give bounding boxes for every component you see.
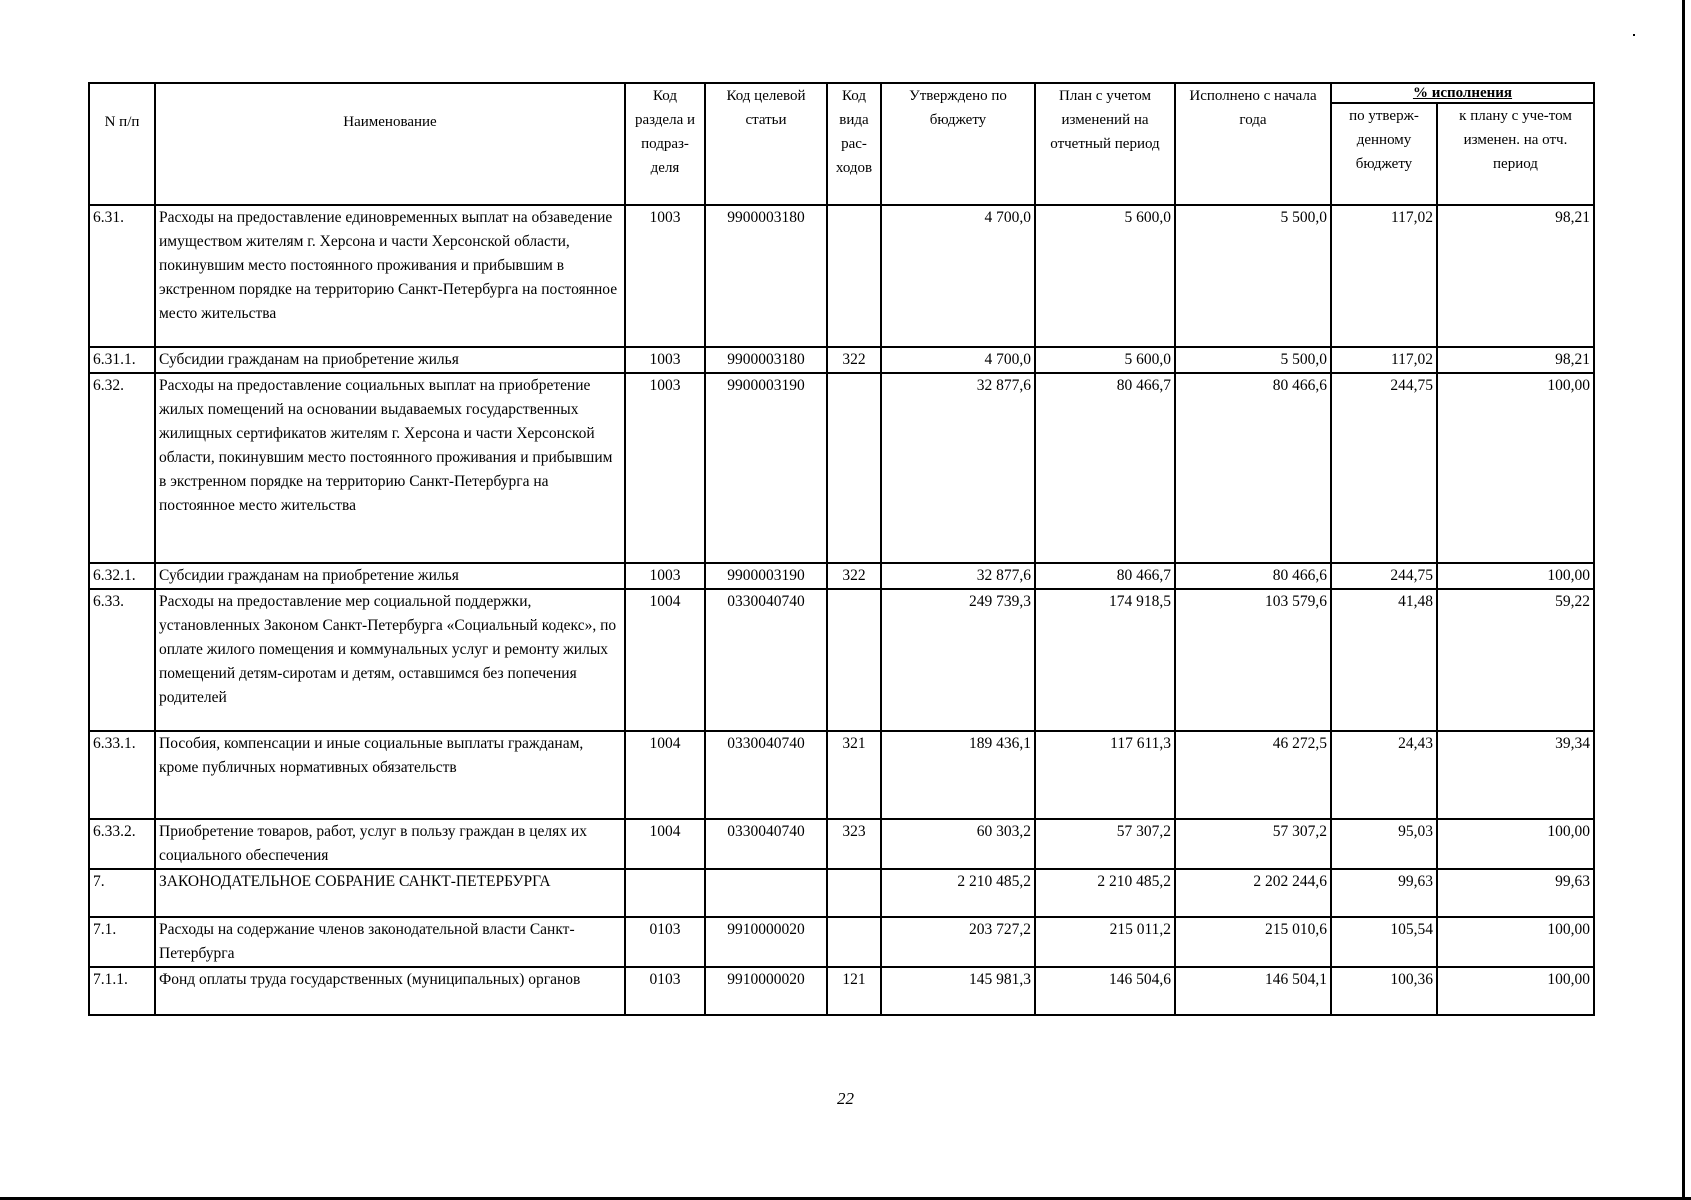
row-number: 6.33.1.: [89, 731, 155, 819]
row-ispolneno: 2 202 244,6: [1175, 869, 1331, 917]
row-utverzhdeno: 60 303,2: [881, 819, 1035, 869]
row-name: Субсидии гражданам на приобретение жилья: [155, 347, 625, 373]
header-tselevoy: Код целевой статьи: [705, 83, 827, 205]
row-plan: 215 011,2: [1035, 917, 1175, 967]
row-pct-budget: 99,63: [1331, 869, 1437, 917]
row-plan: 57 307,2: [1035, 819, 1175, 869]
row-number: 6.33.2.: [89, 819, 155, 869]
row-tselevoy-code: 9900003190: [705, 373, 827, 563]
row-pct-budget: 100,36: [1331, 967, 1437, 1015]
row-plan: 174 918,5: [1035, 589, 1175, 731]
row-number: 7.1.1.: [89, 967, 155, 1015]
row-razdel-code: 0103: [625, 917, 705, 967]
table-row: [89, 917, 1594, 967]
row-vid-code: 121: [827, 967, 881, 1015]
header-pct-budget: по утверж-денному бюджету: [1331, 103, 1437, 205]
row-name: Расходы на предоставление единовременных выплат на обзаведение имуществом жителям г. Херсона и части Херсонской области, покинувшим место постоянного проживания и прибывшим в экстренном порядке на территорию Санкт-Петербурга на постоянное место жительства: [155, 205, 625, 347]
row-razdel-code: 1003: [625, 373, 705, 563]
header-pct-plan: к плану с уче-том изменен. на отч. период: [1437, 103, 1594, 205]
row-utverzhdeno: 32 877,6: [881, 563, 1035, 589]
header-ispolneno: Исполнено с начала года: [1175, 83, 1331, 205]
row-razdel-code: 1004: [625, 819, 705, 869]
row-name: ЗАКОНОДАТЕЛЬНОЕ СОБРАНИЕ САНКТ-ПЕТЕРБУРГА: [155, 869, 625, 917]
row-plan: 5 600,0: [1035, 205, 1175, 347]
table-body: [89, 205, 1594, 1015]
row-pct-plan: 100,00: [1437, 917, 1594, 967]
row-name: Фонд оплаты труда государственных (муниципальных) органов: [155, 967, 625, 1015]
row-ispolneno: 215 010,6: [1175, 917, 1331, 967]
row-pct-plan: 99,63: [1437, 869, 1594, 917]
table-row: [89, 347, 1594, 373]
row-number: 6.32.1.: [89, 563, 155, 589]
row-ispolneno: 5 500,0: [1175, 205, 1331, 347]
row-number: 6.32.: [89, 373, 155, 563]
row-name: Расходы на предоставление социальных выплат на приобретение жилых помещений на основании выдаваемых государственных жилищных сертификатов жителям г. Херсона и части Херсонской области, покинувшим место постоянного проживания и прибывшим в экстренном порядке на территорию Санкт-Петербурга на постоянное место жительства: [155, 373, 625, 563]
row-number: 6.31.1.: [89, 347, 155, 373]
row-razdel-code: 1003: [625, 347, 705, 373]
row-vid-code: 322: [827, 563, 881, 589]
page-number: 22: [837, 1089, 854, 1108]
table-header: [89, 83, 1594, 205]
row-pct-plan: 100,00: [1437, 967, 1594, 1015]
row-number: 6.31.: [89, 205, 155, 347]
row-pct-budget: 95,03: [1331, 819, 1437, 869]
row-number: 7.: [89, 869, 155, 917]
row-ispolneno: 46 272,5: [1175, 731, 1331, 819]
row-pct-budget: 41,48: [1331, 589, 1437, 731]
row-razdel-code: 1004: [625, 731, 705, 819]
row-tselevoy-code: 0330040740: [705, 819, 827, 869]
row-pct-plan: 98,21: [1437, 205, 1594, 347]
page-edge-right: [1682, 0, 1685, 1200]
row-tselevoy-code: 9900003180: [705, 205, 827, 347]
row-number: 6.33.: [89, 589, 155, 731]
table-row: [89, 563, 1594, 589]
row-name: Расходы на предоставление мер социальной поддержки, установленных Законом Санкт-Петербурга «Социальный кодекс», по оплате жилого помещения и коммунальных услуг и ремонту жилых помещений детям-сиротам и детям, оставшимся без попечения родителей: [155, 589, 625, 731]
row-vid-code: [827, 205, 881, 347]
row-razdel-code: [625, 869, 705, 917]
table-row: [89, 967, 1594, 1015]
row-tselevoy-code: 9910000020: [705, 967, 827, 1015]
table-row: [89, 205, 1594, 347]
row-ispolneno: 103 579,6: [1175, 589, 1331, 731]
row-vid-code: 323: [827, 819, 881, 869]
row-pct-plan: 100,00: [1437, 373, 1594, 563]
row-razdel-code: 1004: [625, 589, 705, 731]
row-name: Приобретение товаров, работ, услуг в пользу граждан в целях их социального обеспечения: [155, 819, 625, 869]
row-pct-budget: 244,75: [1331, 373, 1437, 563]
header-razdel: Код раздела и подраз-деля: [625, 83, 705, 205]
row-vid-code: [827, 917, 881, 967]
row-utverzhdeno: 2 210 485,2: [881, 869, 1035, 917]
budget-execution-table: [88, 82, 1595, 1016]
row-ispolneno: 5 500,0: [1175, 347, 1331, 373]
row-plan: 5 600,0: [1035, 347, 1175, 373]
row-ispolneno: 57 307,2: [1175, 819, 1331, 869]
row-pct-plan: 100,00: [1437, 819, 1594, 869]
header-utverzhdeno: Утверждено по бюджету: [881, 83, 1035, 205]
row-vid-code: [827, 869, 881, 917]
row-ispolneno: 80 466,6: [1175, 373, 1331, 563]
header-name: Наименование: [155, 83, 625, 205]
row-pct-budget: 244,75: [1331, 563, 1437, 589]
row-pct-budget: 117,02: [1331, 347, 1437, 373]
row-tselevoy-code: 9900003190: [705, 563, 827, 589]
row-ispolneno: 80 466,6: [1175, 563, 1331, 589]
row-tselevoy-code: [705, 869, 827, 917]
row-tselevoy-code: 9900003180: [705, 347, 827, 373]
row-tselevoy-code: 9910000020: [705, 917, 827, 967]
row-plan: 80 466,7: [1035, 373, 1175, 563]
row-tselevoy-code: 0330040740: [705, 589, 827, 731]
row-razdel-code: 1003: [625, 205, 705, 347]
header-plan: План с учетом изменений на отчетный период: [1035, 83, 1175, 205]
row-vid-code: 322: [827, 347, 881, 373]
row-plan: 80 466,7: [1035, 563, 1175, 589]
table-row: [89, 373, 1594, 563]
header-vid: Код вида рас-ходов: [827, 83, 881, 205]
row-utverzhdeno: 203 727,2: [881, 917, 1035, 967]
row-utverzhdeno: 189 436,1: [881, 731, 1035, 819]
row-plan: 117 611,3: [1035, 731, 1175, 819]
row-tselevoy-code: 0330040740: [705, 731, 827, 819]
row-vid-code: 321: [827, 731, 881, 819]
row-vid-code: [827, 589, 881, 731]
row-pct-budget: 24,43: [1331, 731, 1437, 819]
header-pct: % исполнения: [1331, 83, 1594, 103]
row-razdel-code: 1003: [625, 563, 705, 589]
row-utverzhdeno: 249 739,3: [881, 589, 1035, 731]
row-pct-plan: 100,00: [1437, 563, 1594, 589]
header-n: N п/п: [89, 83, 155, 205]
row-plan: 2 210 485,2: [1035, 869, 1175, 917]
scan-speck: [1633, 34, 1635, 36]
row-pct-plan: 59,22: [1437, 589, 1594, 731]
row-pct-budget: 117,02: [1331, 205, 1437, 347]
row-name: Расходы на содержание членов законодательной власти Санкт-Петербурга: [155, 917, 625, 967]
table-row: [89, 589, 1594, 731]
row-name: Пособия, компенсации и иные социальные выплаты гражданам, кроме публичных нормативных обязательств: [155, 731, 625, 819]
row-pct-plan: 39,34: [1437, 731, 1594, 819]
row-utverzhdeno: 4 700,0: [881, 205, 1035, 347]
row-pct-budget: 105,54: [1331, 917, 1437, 967]
table-row: [89, 731, 1594, 819]
row-ispolneno: 146 504,1: [1175, 967, 1331, 1015]
table-row: [89, 819, 1594, 869]
row-utverzhdeno: 145 981,3: [881, 967, 1035, 1015]
row-utverzhdeno: 32 877,6: [881, 373, 1035, 563]
row-vid-code: [827, 373, 881, 563]
row-pct-plan: 98,21: [1437, 347, 1594, 373]
row-number: 7.1.: [89, 917, 155, 967]
row-plan: 146 504,6: [1035, 967, 1175, 1015]
row-utverzhdeno: 4 700,0: [881, 347, 1035, 373]
row-razdel-code: 0103: [625, 967, 705, 1015]
row-name: Субсидии гражданам на приобретение жилья: [155, 563, 625, 589]
table-row: [89, 869, 1594, 917]
